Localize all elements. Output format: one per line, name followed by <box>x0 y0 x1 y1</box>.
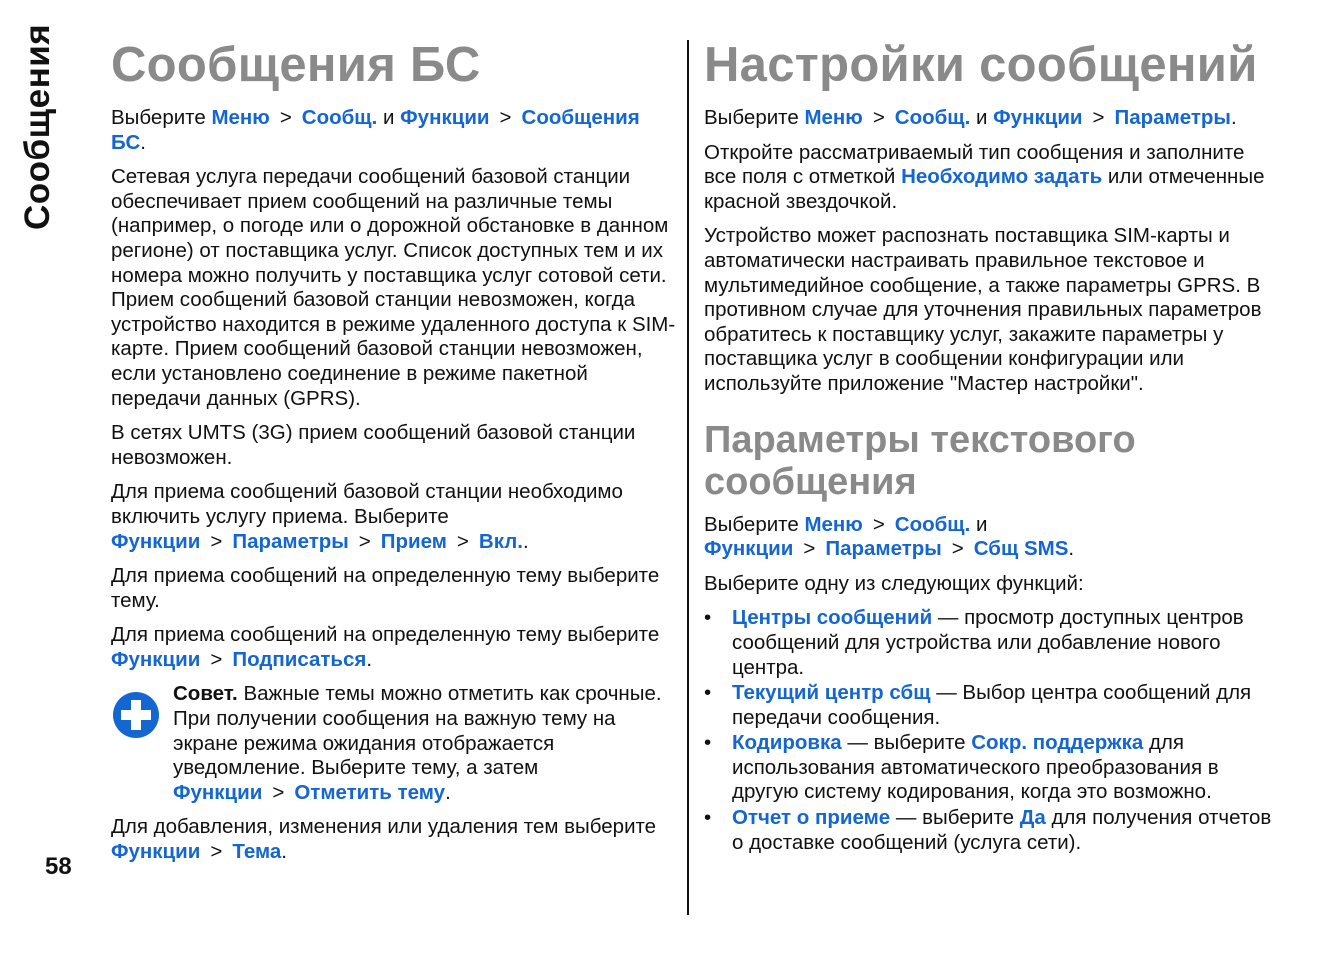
left-menu-path: Выберите Меню > Сообщ. и Функции > Сообщения БС. <box>111 106 640 154</box>
right-subtitle: Параметры текстового сообщения <box>704 418 1136 503</box>
link-messages[interactable]: Сообщ. <box>301 106 378 129</box>
page-number: 58 <box>45 853 72 880</box>
link-menu[interactable]: Меню <box>804 512 863 536</box>
tip-box <box>111 682 676 805</box>
left-paragraph-subscribe: Для приема сообщений на определенную тему выберите Функции > Подписаться. <box>111 623 660 671</box>
left-paragraph-select-topic: Для приема сообщений на определенную тему выберите тему. <box>111 564 660 612</box>
link-message-centers[interactable]: Центры сообщений <box>732 606 933 630</box>
link-functions[interactable]: Функции <box>173 780 263 804</box>
link-sms[interactable]: Сбщ SMS <box>973 537 1069 561</box>
link-settings[interactable]: Параметры <box>232 529 349 553</box>
list-item: • Отчет о приеме — выберите Да для получения отчетов о доставке сообщений (услуга сети). <box>704 806 1272 854</box>
link-menu[interactable]: Меню <box>211 106 270 129</box>
right-menu-path: Выберите Меню > Сообщ. и Функции > Параметры. <box>704 106 1237 129</box>
link-required[interactable]: Необходимо задать <box>901 165 1103 189</box>
right-title: Настройки сообщений <box>704 38 1258 92</box>
right-sms-path: Выберите Меню > Сообщ. и Функции > Параметры > Сбщ SMS. <box>704 512 1075 561</box>
link-encoding[interactable]: Кодировка <box>732 731 842 755</box>
link-current-center[interactable]: Текущий центр сбщ <box>732 681 931 705</box>
link-delivery-report[interactable]: Отчет о приеме <box>732 806 891 830</box>
link-subscribe[interactable]: Подписаться <box>232 647 367 671</box>
link-mark-topic[interactable]: Отметить тему <box>294 780 446 804</box>
link-functions[interactable]: Функции <box>111 529 201 553</box>
left-title: Сообщения БС <box>111 38 481 92</box>
link-reception[interactable]: Прием <box>380 529 447 553</box>
left-column <box>111 38 676 875</box>
link-functions[interactable]: Функции <box>111 840 201 864</box>
link-topic[interactable]: Тема <box>232 840 282 864</box>
left-paragraph-umts: В сетях UMTS (3G) прием сообщений базовой станции невозможен. <box>111 421 636 469</box>
right-paragraph-choose: Выберите одну из следующих функций: <box>704 571 1084 595</box>
right-paragraph-provider: Устройство может распознать поставщика SIM-карты и автоматически настраивать правильное текстовое и мультимедийное сообщение, а также параметры GPRS. В противном случае для уточнения правильных параметров обратитесь к поставщику услуг, закажите параметры у поставщика услуг в сообщении конфигурации или используйте приложение "Мастер настройки". <box>704 224 1262 395</box>
list-item: • Кодировка — выберите Сокр. поддержка для использования автоматического преобразования в другую систему кодирования, когда это возможно. <box>704 731 1219 804</box>
tip-text: Совет. Важные темы можно отметить как срочные. При получении сообщения на важную тему на экране режима ожидания отображается уведомление. Выберите тему, а затем Функции > Отметить тему. <box>173 682 662 804</box>
list-item: • Центры сообщений — просмотр доступных центров сообщений для устройства или добавление нового центра. <box>704 606 1244 679</box>
tip-plus-icon <box>111 690 161 740</box>
left-paragraph-service: Сетевая услуга передачи сообщений базовой станции обеспечивает прием сообщений на различные темы (например, о погоде или о дорожной обстановке в данном регионе) от поставщика услуг. Список доступных тем и их номера можно получить у поставщика услуг сотовой сети. Прием сообщений базовой станции невозможен, когда устройство находится в режиме удаленного доступа к SIM-карте. Прием сообщений базовой станции невозможен, если установлено соединение в режиме пакетной передачи данных (GPRS). <box>111 165 676 410</box>
column-divider <box>687 40 689 915</box>
left-paragraph-topics: Для добавления, изменения или удаления тем выберите Функции > Тема. <box>111 815 657 864</box>
list-item: • Текущий центр сбщ — Выбор центра сообщений для передачи сообщения. <box>704 681 1252 729</box>
link-settings[interactable]: Параметры <box>825 537 942 561</box>
link-on[interactable]: Вкл. <box>478 529 523 553</box>
link-functions[interactable]: Функции <box>400 106 490 129</box>
link-settings[interactable]: Параметры <box>1114 106 1231 129</box>
link-reduced-support[interactable]: Сокр. поддержка <box>971 731 1144 755</box>
link-menu[interactable]: Меню <box>804 106 863 129</box>
section-side-tab: Сообщения <box>18 23 57 230</box>
right-column <box>704 38 1274 856</box>
link-functions[interactable]: Функции <box>993 106 1083 129</box>
link-messages[interactable]: Сообщ. <box>894 512 971 536</box>
right-paragraph-fields: Откройте рассматриваемый тип сообщения и заполните все поля с отметкой Необходимо задать или отмеченные красной звездочкой. <box>704 140 1265 213</box>
link-cell-broadcast[interactable]: Сообщения БС <box>111 106 640 154</box>
link-yes[interactable]: Да <box>1019 806 1046 830</box>
link-messages[interactable]: Сообщ. <box>894 106 971 129</box>
link-functions[interactable]: Функции <box>704 537 794 561</box>
link-functions[interactable]: Функции <box>111 647 201 671</box>
options-list <box>704 606 1274 855</box>
left-paragraph-enable: Для приема сообщений базовой станции необходимо включить услугу приема. Выберите Функции > Параметры > Прием > Вкл.. <box>111 480 623 553</box>
